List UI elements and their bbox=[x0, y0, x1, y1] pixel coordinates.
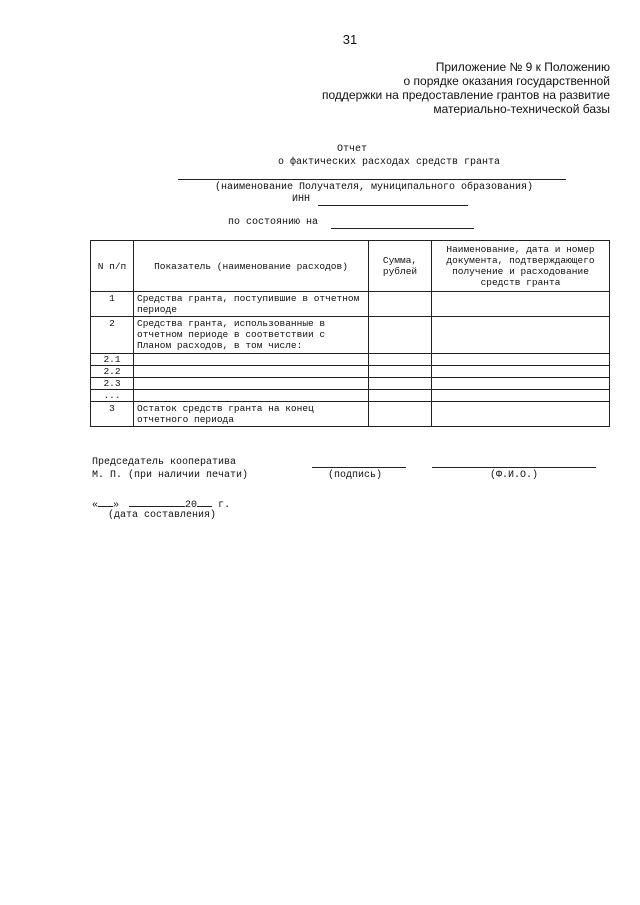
header-num: N п/п bbox=[91, 241, 134, 292]
row-indicator: Средства гранта, поступившие в отчетном периоде bbox=[134, 292, 369, 317]
table-row bbox=[91, 402, 610, 427]
table-row bbox=[91, 292, 610, 317]
year-suffix: г. bbox=[218, 500, 231, 511]
row-document bbox=[432, 390, 610, 402]
row-num: 2 bbox=[91, 317, 134, 354]
row-document bbox=[432, 354, 610, 366]
year-prefix: 20 bbox=[185, 500, 198, 511]
table-row bbox=[91, 354, 610, 366]
appendix-header bbox=[250, 60, 610, 116]
table-row bbox=[91, 317, 610, 354]
fio-caption: (Ф.И.О.) bbox=[490, 470, 539, 481]
stamp-label: М. П. (при наличии печати) bbox=[92, 470, 249, 481]
row-num: 2.1 bbox=[91, 354, 134, 366]
row-num: 1 bbox=[91, 292, 134, 317]
row-sum bbox=[369, 292, 432, 317]
row-document bbox=[432, 292, 610, 317]
report-subtitle: о фактических расходах средств гранта bbox=[278, 157, 501, 168]
appendix-line-3: поддержки на предоставление грантов на развитие bbox=[321, 88, 610, 102]
row-num: 3 bbox=[91, 402, 134, 427]
table-row bbox=[91, 390, 610, 402]
appendix-line-4: материально-технической базы bbox=[433, 102, 610, 116]
report-title: Отчет bbox=[337, 144, 368, 155]
row-sum bbox=[369, 354, 432, 366]
appendix-line-1: Приложение № 9 к Положению bbox=[435, 60, 610, 74]
appendix-line-2: о порядке оказания государственной bbox=[403, 74, 610, 88]
row-sum bbox=[369, 366, 432, 378]
chairman-label: Председатель кооператива bbox=[92, 457, 237, 468]
date-open-quote: « bbox=[92, 500, 99, 511]
header-indicator: Показатель (наименование расходов) bbox=[134, 241, 369, 292]
row-num: ... bbox=[91, 390, 134, 402]
inn-label: ИНН bbox=[292, 194, 311, 205]
month-blank bbox=[129, 497, 185, 507]
row-document bbox=[432, 402, 610, 427]
row-indicator bbox=[134, 378, 369, 390]
row-num: 2.3 bbox=[91, 378, 134, 390]
day-blank bbox=[98, 497, 113, 507]
fio-blank-line bbox=[432, 467, 596, 468]
recipient-caption: (наименование Получателя, муниципального образования) bbox=[215, 182, 534, 193]
row-sum bbox=[369, 317, 432, 354]
row-sum bbox=[369, 402, 432, 427]
inn-blank-line bbox=[318, 205, 468, 206]
year-blank bbox=[197, 497, 212, 507]
row-document bbox=[432, 378, 610, 390]
signature-caption: (подпись) bbox=[328, 470, 383, 481]
row-indicator bbox=[134, 390, 369, 402]
row-indicator: Средства гранта, использованные в отчетном периоде в соответствии с Планом расходов, в том числе: bbox=[134, 317, 369, 354]
row-document bbox=[432, 366, 610, 378]
row-sum bbox=[369, 390, 432, 402]
row-indicator bbox=[134, 366, 369, 378]
row-document bbox=[432, 317, 610, 354]
header-document: Наименование, дата и номер документа, подтверждающего получение и расходование средств гранта bbox=[432, 241, 610, 292]
header-sum: Сумма, рублей bbox=[369, 241, 432, 292]
as-of-blank-line bbox=[331, 228, 474, 229]
row-sum bbox=[369, 378, 432, 390]
recipient-blank-line bbox=[178, 179, 566, 180]
row-num: 2.2 bbox=[91, 366, 134, 378]
signature-blank-line bbox=[312, 467, 406, 468]
date-close-quote: » bbox=[113, 500, 120, 511]
table-row bbox=[91, 366, 610, 378]
date-caption: (дата составления) bbox=[108, 510, 217, 521]
page-number: 31 bbox=[342, 32, 358, 47]
row-indicator: Остаток средств гранта на конец отчетного периода bbox=[134, 402, 369, 427]
date-line bbox=[92, 497, 230, 511]
table-header-row bbox=[91, 241, 610, 292]
table-row bbox=[91, 378, 610, 390]
row-indicator bbox=[134, 354, 369, 366]
as-of-label: по состоянию на bbox=[228, 217, 319, 228]
expense-report-table bbox=[90, 240, 610, 427]
